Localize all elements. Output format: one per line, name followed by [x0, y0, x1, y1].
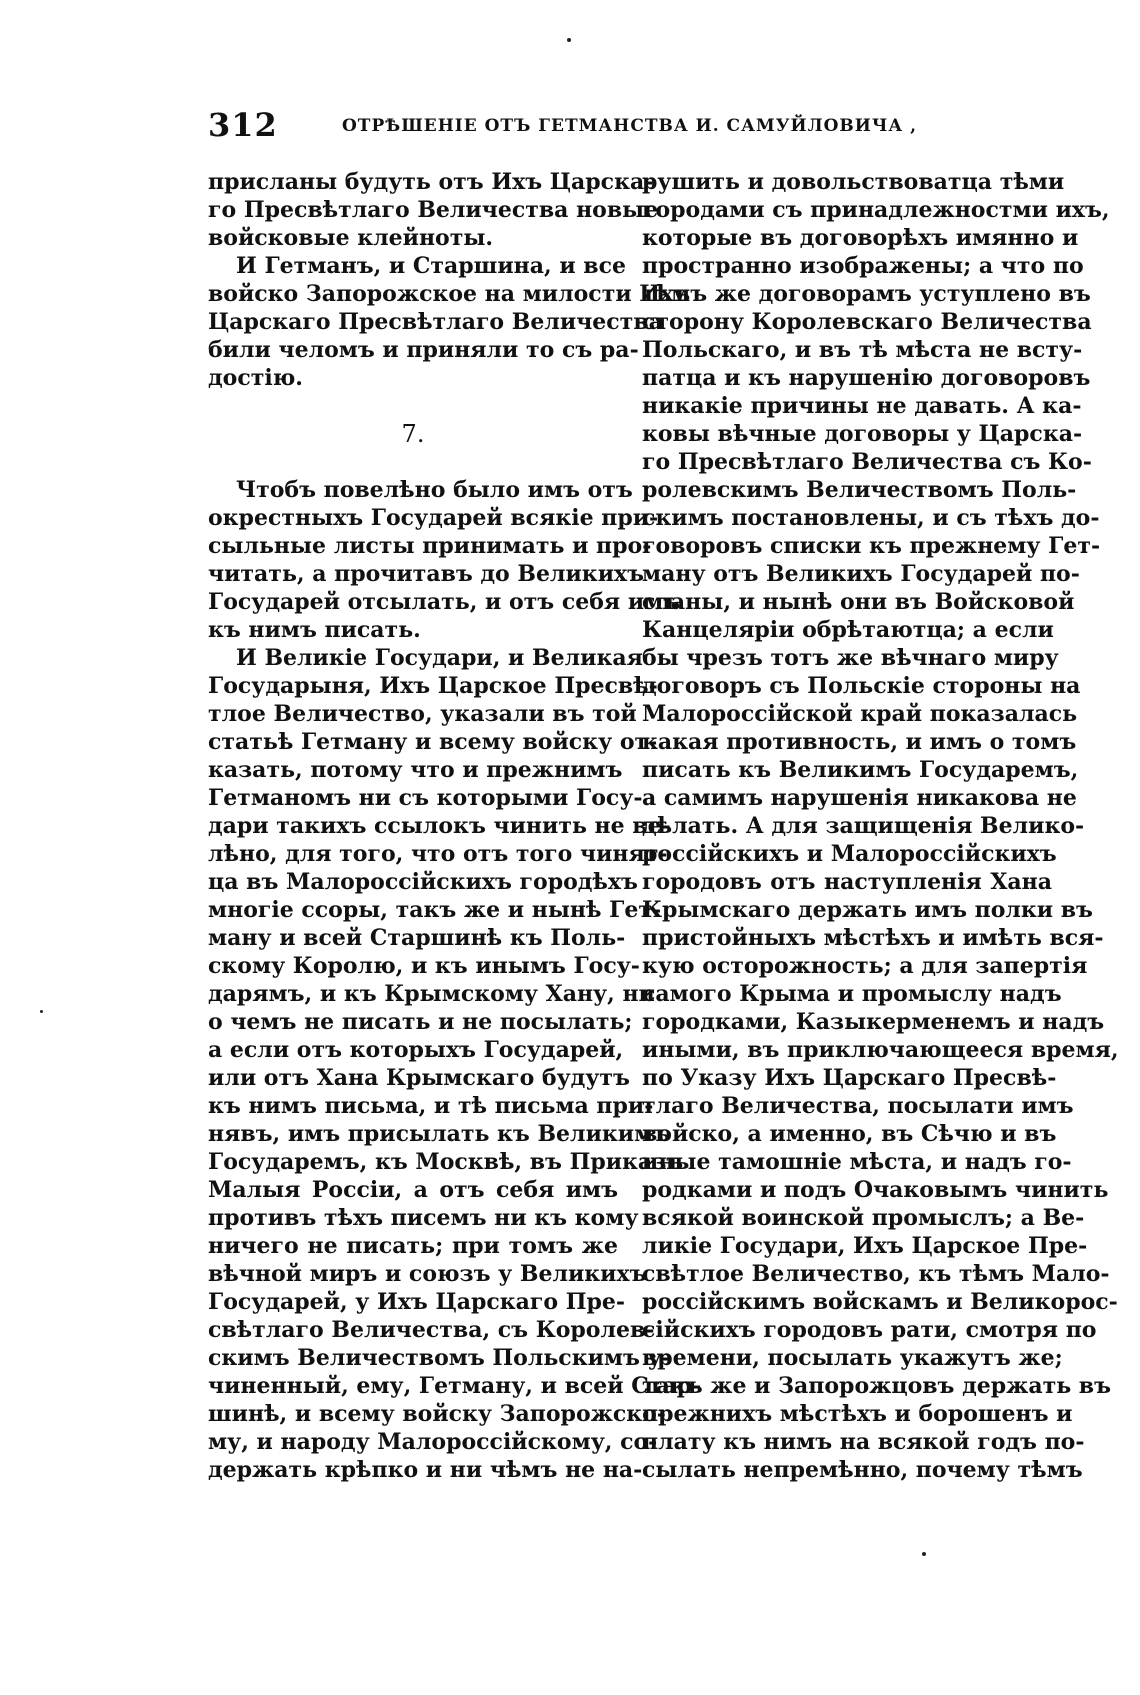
text-line: родками и подъ Очаковымъ чинить — [642, 1177, 1109, 1203]
text-line: прежнихъ мѣстѣхъ и борошенъ и — [642, 1401, 1073, 1427]
text-line: или отъ Хана Крымскаго будутъ — [208, 1065, 630, 1091]
text-line: россійскихъ и Малороссійскихъ — [642, 841, 1057, 867]
text-line: Гетманомъ ни съ которыми Госу- — [208, 785, 643, 811]
text-line: свѣтлаго Величества, съ Королев- — [208, 1317, 655, 1343]
text-line: ролевскимъ Величествомъ Поль- — [642, 477, 1077, 503]
paragraph-3 — [208, 476, 681, 644]
text-line: ману отъ Великихъ Государей по- — [642, 561, 1080, 587]
right-column — [642, 168, 1119, 1484]
text-line: Чтобъ повелѣно было имъ отъ — [236, 477, 633, 503]
text-line: войско Запорожское на милости Ихъ — [208, 281, 691, 307]
paragraph-1 — [208, 168, 659, 252]
text-line: ца въ Малороссійскихъ городѣхъ — [208, 869, 638, 895]
text-line: городовъ отъ наступленія Хана — [642, 869, 1052, 895]
text-line: казать, потому что и прежнимъ — [208, 757, 623, 783]
text-line: дарямъ, и къ Крымскому Хану, ни — [208, 981, 655, 1007]
text-line: иные тамошніе мѣста, и надъ го- — [642, 1149, 1072, 1175]
paragraph-4 — [208, 644, 702, 1484]
text-line: городами съ принадлежностми ихъ, — [642, 197, 1110, 223]
text-line: И Великіе Государи, и Великая — [236, 645, 643, 671]
text-line: ликіе Государи, Ихъ Царское Пре- — [642, 1233, 1088, 1259]
text-line: говоровъ списки къ прежнему Гет- — [642, 533, 1101, 559]
text-line: дари такихъ ссылокъ чинить не ве- — [208, 813, 671, 839]
text-line: Государей отсылать, и отъ себя имъ — [208, 589, 681, 615]
text-line: бы чрезъ тотъ же вѣчнаго миру — [642, 645, 1059, 671]
text-line: сыльные листы принимать и про- — [208, 533, 652, 559]
running-title: ОТРѢШЕНІЕ ОТЪ ГЕТМАНСТВА И. САМУЙЛОВИЧА , — [342, 116, 918, 136]
text-line: Польскаго, и въ тѣ мѣста не всту- — [642, 337, 1083, 363]
text-line: какая противность, и имъ о томъ — [642, 729, 1077, 755]
text-line: которые въ договорѣхъ имянно и — [642, 225, 1079, 251]
text-line: Государыня, Ихъ Царское Пресвѣ- — [208, 673, 658, 699]
text-line: вѣчной миръ и союзъ у Великихъ — [208, 1261, 647, 1287]
text-line: иными, въ приключающееся время, — [642, 1037, 1119, 1063]
text-line: били челомъ и приняли то съ ра- — [208, 337, 639, 363]
text-line: такъ же и Запорожцовъ держать въ — [642, 1373, 1111, 1399]
text-line: городками, Казыкерменемъ и надъ — [642, 1009, 1105, 1035]
text-line: достію. — [208, 365, 303, 391]
text-line: Малыя Россіи, а отъ себя имъ — [208, 1177, 618, 1203]
text-line: сторону Королевскаго Величества — [642, 309, 1092, 335]
text-line: а самимъ нарушенія никакова не — [642, 785, 1077, 811]
text-line: плату къ нимъ на всякой годъ по- — [642, 1429, 1085, 1455]
text-line: ману и всей Старшинѣ къ Поль- — [208, 925, 626, 951]
text-line: пристойныхъ мѣстѣхъ и имѣть вся- — [642, 925, 1104, 951]
text-line: никакіе причины не давать. А ка- — [642, 393, 1082, 419]
text-line: шинѣ, и всему войску Запорожско- — [208, 1401, 666, 1427]
text-line: Царскаго Пресвѣтлаго Величества — [208, 309, 663, 335]
text-line: а если отъ которыхъ Государей, — [208, 1037, 624, 1063]
text-line: рушить и довольствоватца тѣми — [642, 169, 1065, 195]
text-line: го Пресвѣтлаго Величества съ Ко- — [642, 449, 1092, 475]
text-line: присланы будуть отъ Ихъ Царска- — [208, 169, 654, 195]
text-line: статьѣ Гетману и всему войску от- — [208, 729, 658, 755]
text-line: времени, посылать укажутъ же; — [642, 1345, 1063, 1371]
text-line: И Гетманъ, и Старшина, и все — [236, 253, 626, 279]
text-line: сылать непремѣнно, почему тѣмъ — [642, 1457, 1083, 1483]
scan-speck — [922, 1552, 926, 1556]
text-line: окрестныхъ Государей всякіе при- — [208, 505, 659, 531]
text-line: кую осторожность; а для запертія — [642, 953, 1088, 979]
text-line: россійскимъ войскамъ и Великорос- — [642, 1289, 1118, 1315]
text-line: самого Крыма и промыслу надъ — [642, 981, 1062, 1007]
text-line: скому Королю, и къ инымъ Госу- — [208, 953, 640, 979]
text-line: Государемъ, къ Москвѣ, въ Приказъ — [208, 1149, 684, 1175]
scan-speck — [40, 1010, 43, 1013]
text-line: читать, а прочитавъ до Великихъ — [208, 561, 645, 587]
text-line: по Указу Ихъ Царскаго Пресвѣ- — [642, 1065, 1057, 1091]
text-line: му, и народу Малороссійскому, со- — [208, 1429, 658, 1455]
text-line: свѣтлое Величество, къ тѣмъ Мало- — [642, 1261, 1110, 1287]
scan-speck — [567, 38, 571, 42]
page-number: 312 — [208, 106, 278, 144]
text-line: держать крѣпко и ни чѣмъ не на- — [208, 1457, 643, 1483]
text-line: нявъ, имъ присылать къ Великимъ — [208, 1121, 671, 1147]
text-line: тлаго Величества, посылати имъ — [642, 1093, 1074, 1119]
text-line: къ нимъ письма, и тѣ письма при- — [208, 1093, 654, 1119]
text-line: всякой воинской промыслъ; а Ве- — [642, 1205, 1085, 1231]
text-line: договоръ съ Польскіе стороны на — [642, 673, 1081, 699]
text-line: скимъ постановлены, и съ тѣхъ до- — [642, 505, 1100, 531]
text-line: къ нимъ писать. — [208, 617, 421, 643]
section-number: 7. — [401, 420, 425, 448]
text-line: Малороссійской край показалась — [642, 701, 1078, 727]
text-line: Государей, у Ихъ Царскаго Пре- — [208, 1289, 625, 1315]
text-line: пространно изображены; а что по — [642, 253, 1084, 279]
text-line: чиненный, ему, Гетману, и всей Стар- — [208, 1373, 702, 1399]
text-line: Крымскаго держать имъ полки въ — [642, 897, 1093, 923]
text-line: сійскихъ городовъ рати, смотря по — [642, 1317, 1097, 1343]
text-line: войсковые клейноты. — [208, 225, 494, 251]
text-line: лѣно, для того, что отъ того чинят- — [208, 841, 668, 867]
text-line: дѣлать. А для защищенія Велико- — [642, 813, 1085, 839]
text-line: о чемъ не писать и не посылать; — [208, 1009, 633, 1035]
text-line: ковы вѣчные договоры у Царска- — [642, 421, 1083, 447]
text-line: писать къ Великимъ Государемъ, — [642, 757, 1079, 783]
text-line: сланы, и нынѣ они въ Войсковой — [642, 589, 1075, 615]
text-line: противъ тѣхъ писемъ ни къ кому — [208, 1205, 639, 1231]
page-header — [208, 106, 918, 146]
text-line: Канцеляріи обрѣтаютца; а если — [642, 617, 1054, 643]
text-line: го Пресвѣтлаго Величества новые — [208, 197, 659, 223]
text-line: тлое Величество, указали въ той — [208, 701, 637, 727]
text-line: многіе ссоры, такъ же и нынѣ Гет- — [208, 897, 662, 923]
text-line: войско, а именно, въ Сѣчю и въ — [642, 1121, 1057, 1147]
text-line: скимъ Величествомъ Польскимъ у- — [208, 1345, 671, 1371]
text-line: ничего не писать; при томъ же — [208, 1233, 618, 1259]
left-column — [208, 168, 702, 1484]
paragraph-2 — [208, 252, 691, 392]
text-line: тѣмъ же договорамъ уступлено въ — [642, 281, 1091, 307]
text-line: патца и къ нарушенію договоровъ — [642, 365, 1091, 391]
